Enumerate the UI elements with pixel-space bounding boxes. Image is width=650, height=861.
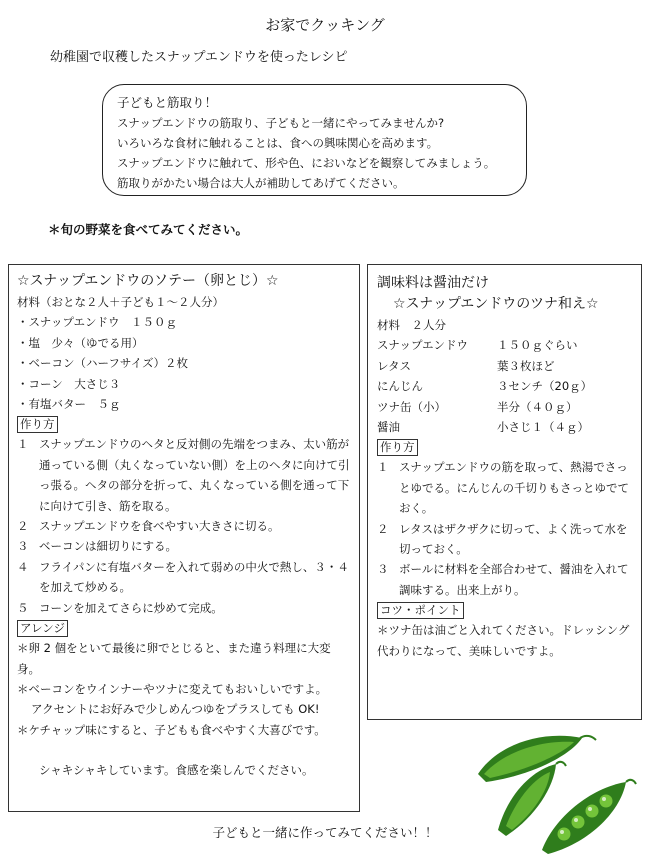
step-number: ５: [17, 600, 29, 615]
open-pea-pod-icon: [542, 780, 636, 854]
ingredient-row: [377, 335, 632, 355]
ingredient-amount: 半分（４０ｇ）: [497, 399, 578, 414]
ingredient-item: ・ベーコン（ハーフサイズ）２枚: [17, 356, 189, 371]
ingredient-amount: 葉３枚ほど: [497, 358, 555, 373]
recipe-step: [377, 457, 632, 518]
notice-line: スナップエンドウの筋取り、子どもと一緒にやってみませんか?: [117, 116, 445, 130]
notice-box: [102, 84, 527, 196]
recipe-step: [377, 519, 632, 560]
step-number: ４: [17, 559, 29, 574]
ingredient-name: スナップエンドウ: [377, 338, 468, 353]
tips-label: コツ・ポイント: [377, 602, 464, 619]
page-footer: 子どもと一緒に作ってみてください！！: [212, 825, 438, 840]
recipe-step: [17, 516, 351, 536]
step-text: ベーコンは細切りにする。: [39, 539, 177, 554]
ingredient-item: ・コーン 大さじ３: [17, 376, 121, 391]
notice-line: いろいろな食材に触れることは、食への興味関心を高めます。: [117, 136, 439, 150]
arrange-text: ＊ベーコンをウインナーやツナに変えてもおいしいですよ。: [17, 681, 328, 696]
recipe1-title: ☆スナップエンドウのソテー（卵とじ）☆: [17, 273, 279, 289]
step-text: フライパンに有塩バターを入れて弱めの中火で熱し、３・４を加えて炒める。: [39, 559, 349, 595]
step-text: レタスはザクザクに切って、よく洗って水を切っておく。: [399, 521, 628, 557]
ingredient-row: [377, 397, 632, 417]
arrange-item: [17, 720, 351, 740]
ingredient-amount: ３センチ（20ｇ）: [497, 379, 593, 394]
arrange-item: [17, 638, 351, 679]
recipe-tuna-box: [367, 264, 642, 720]
step-text: スナップエンドウを食べやすい大きさに切る。: [39, 519, 280, 534]
recipe-step: [17, 434, 351, 516]
arrange-item: [17, 699, 351, 719]
step-number: １: [377, 460, 389, 475]
tips-item: [377, 620, 632, 661]
recipe1-closing: シャキシャキしています。食感を楽しんでください。: [39, 763, 314, 778]
ingredient-row: [377, 417, 632, 437]
notice-line: 筋取りがかたい場合は大人が補助してあげてください。: [117, 176, 405, 190]
page-title: お家でクッキング: [265, 16, 385, 34]
step-text: スナップエンドウのヘタと反対側の先端をつまみ、太い筋が通っている側（丸くなっていない側）を上のヘタに向けて引っ張る。ヘタの部分を折って、丸くなっている側を通って下に向けて引き、筋を取る。: [39, 437, 350, 513]
step-number: ３: [377, 562, 389, 577]
ingredient-name: レタス: [377, 358, 412, 373]
ingredient-row: [377, 356, 632, 376]
step-text: スナップエンドウの筋を取って、熱湯でさっとゆでる。にんじんの千切りもさっとゆでておく。: [399, 460, 629, 516]
recipe-step: [17, 536, 351, 556]
step-text: コーンを加えてさらに炒めて完成。: [39, 600, 223, 615]
ingredient-item: ・スナップエンドウ １５０ｇ: [17, 315, 177, 330]
arrange-item: [17, 679, 351, 699]
step-text: ボールに材料を全部合わせて、醤油を入れて調味する。出来上がり。: [399, 562, 629, 597]
recipe2-servings: 材料 ２人分: [377, 318, 446, 332]
recipe-step: [17, 598, 351, 618]
page-subtitle: 幼稚園で収穫したスナップエンドウを使ったレシピ: [50, 50, 348, 65]
tips-text: ＊ツナ缶は油ごと入れてください。ドレッシング代わりになって、美味しいですよ。: [377, 623, 630, 658]
notice-title: 子どもと筋取り！: [117, 95, 218, 110]
notice-line: スナップエンドウに触れて、形や色、においなどを観察してみましょう。: [117, 156, 496, 170]
recipe2-intro: 調味料は醤油だけ: [377, 275, 489, 291]
ingredient-amount: １５０ｇぐらい: [497, 338, 578, 353]
recipe-step: [17, 557, 351, 598]
steps-label: 作り方: [17, 416, 58, 433]
steps-label: 作り方: [377, 439, 418, 456]
ingredient-name: 醤油: [377, 420, 400, 435]
arrange-label: アレンジ: [17, 620, 68, 637]
step-number: ３: [17, 539, 29, 554]
ingredient-name: にんじん: [377, 379, 423, 394]
ingredient-name: ツナ缶（小）: [377, 399, 446, 414]
step-number: ２: [377, 521, 389, 536]
recipe1-servings: 材料（おとな２人＋子ども１～２人分）: [17, 295, 224, 309]
ingredient-amount: 小さじ１（４ｇ）: [497, 420, 589, 435]
arrange-text: ＊ケチャップ味にすると、子どもも食べやすく大喜びです。: [17, 722, 326, 737]
recipe2-title: ☆スナップエンドウのツナ和え☆: [393, 296, 599, 312]
ingredient-item: ・塩 少々（ゆでる用）: [17, 335, 144, 350]
step-number: ２: [17, 519, 29, 534]
arrange-text: ＊卵 2 個をといて最後に卵でとじると、また違う料理に大変身。: [17, 641, 331, 676]
step-number: １: [17, 437, 29, 452]
seasonal-note: ＊旬の野菜を食べてみてください。: [48, 222, 249, 237]
ingredient-item: ・有塩バター ５ｇ: [17, 397, 121, 412]
recipe-step: [377, 559, 632, 600]
ingredient-row: [377, 376, 632, 396]
recipe-saute-box: [8, 264, 360, 812]
arrange-text: アクセントにお好みで少しめんつゆをプラスしても OK!: [31, 702, 320, 717]
